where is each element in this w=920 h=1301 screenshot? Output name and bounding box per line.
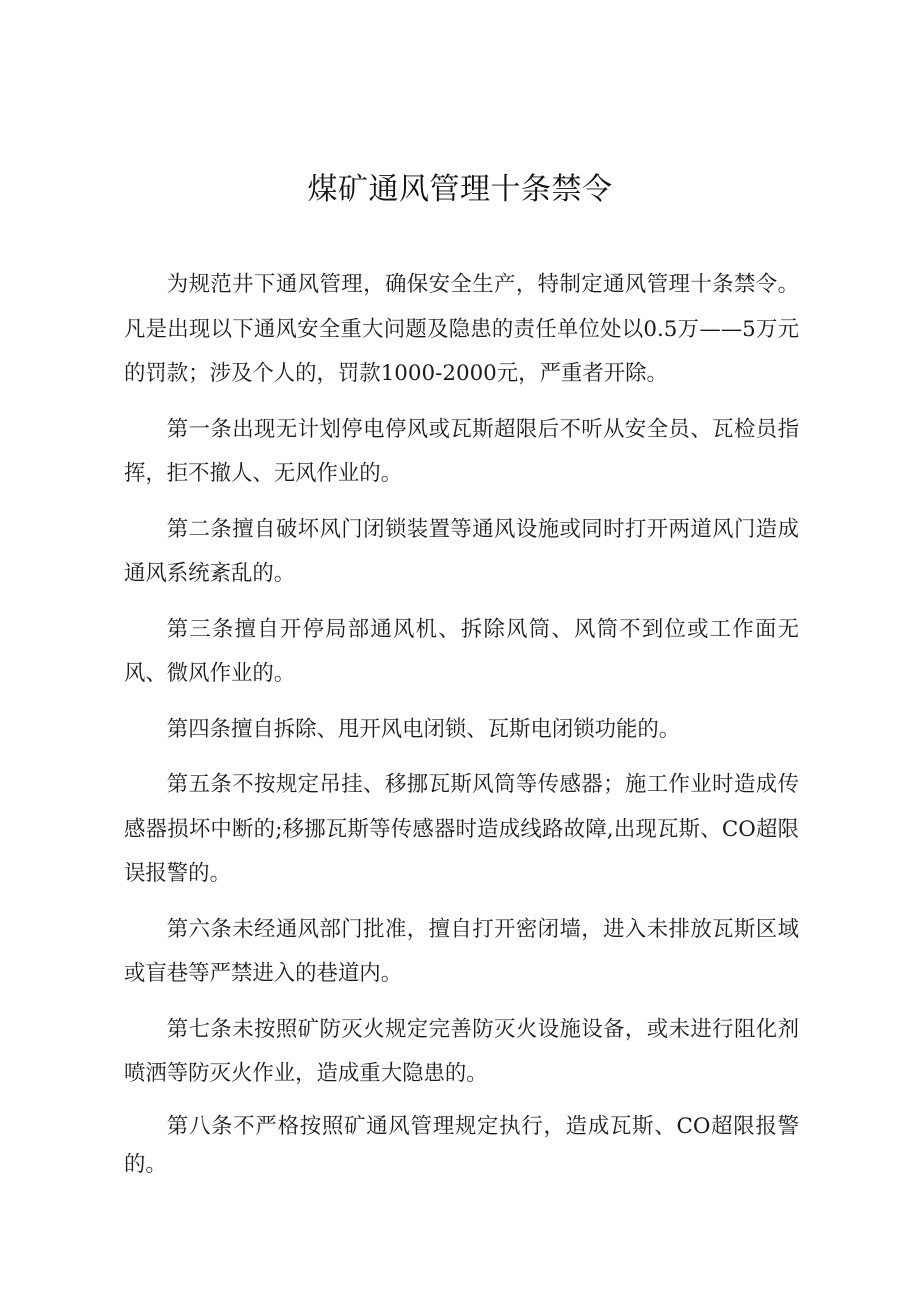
document-title: 煤矿通风管理十条禁令	[307, 172, 613, 207]
article-2-paragraph: 第二条擅自破坏风门闭锁装置等通风设施或同时打开两道风门造成通风系统紊乱的。	[124, 516, 799, 586]
article-5-paragraph: 第五条不按规定吊挂、移挪瓦斯风筒等传感器；施工作业时造成传感器损坏中断的;移挪瓦斯等传感器时造成线路故障,出现瓦斯、CO超限误报警的。	[124, 772, 799, 886]
article-3-paragraph: 第三条擅自开停局部通风机、拆除风筒、风筒不到位或工作面无风、微风作业的。	[124, 616, 799, 686]
article-6-paragraph: 第六条未经通风部门批准，擅自打开密闭墙，进入未排放瓦斯区域或盲巷等严禁进入的巷道内。	[124, 916, 799, 986]
document-body	[124, 263, 799, 1184]
article-4-paragraph: 第四条擅自拆除、甩开风电闭锁、瓦斯电闭锁功能的。	[166, 716, 681, 742]
preamble-paragraph: 为规范井下通风管理，确保安全生产，特制定通风管理十条禁令。凡是出现以下通风安全重大问题及隐患的责任单位处以0.5万——5万元的罚款；涉及个人的，罚款1000-2000元，严重者开除。	[124, 272, 799, 386]
article-7-paragraph: 第七条未按照矿防灭火规定完善防灭火设施设备，或未进行阻化剂喷洒等防灭火作业，造成重大隐患的。	[124, 1016, 799, 1086]
article-1-paragraph: 第一条出现无计划停电停风或瓦斯超限后不听从安全员、瓦检员指挥，拒不撤人、无风作业的。	[124, 416, 799, 486]
article-8-paragraph: 第八条不严格按照矿通风管理规定执行，造成瓦斯、CO超限报警的。	[124, 1113, 799, 1177]
